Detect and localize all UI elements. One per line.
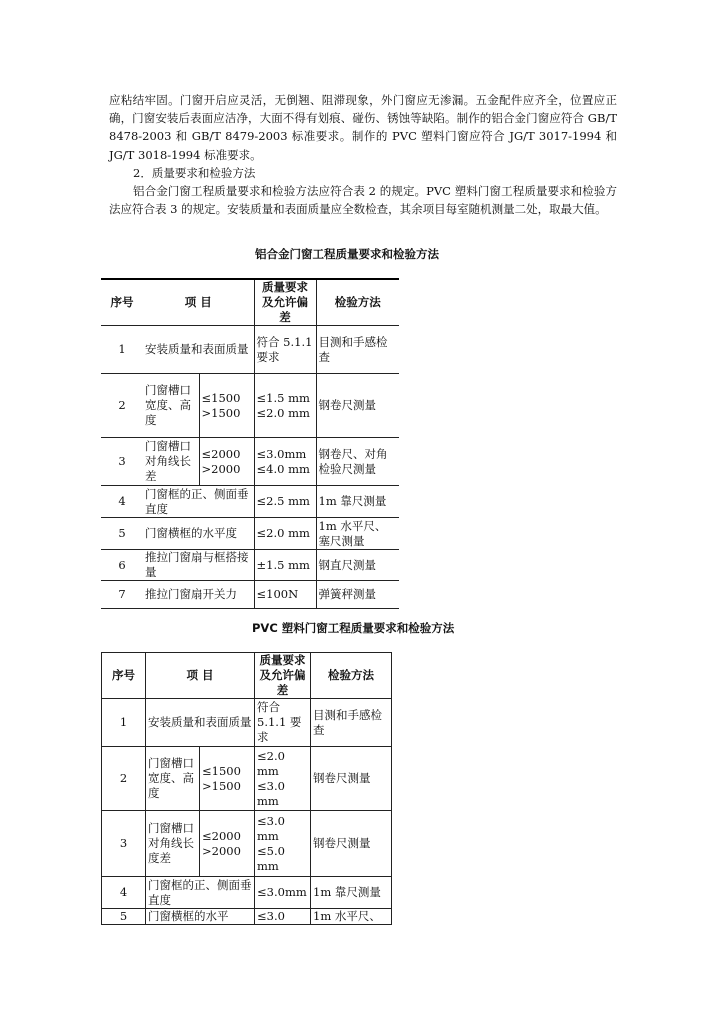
- req-1: ≤2.0 mm: [257, 748, 285, 778]
- row-item: 门窗槽口宽度、高度: [143, 374, 199, 438]
- sub-range-2: >1500: [201, 405, 241, 420]
- row-req: ≤2.0 mm: [254, 518, 316, 550]
- row-req: 符合 5.1.1 要求: [254, 326, 316, 374]
- row-item: 门窗槽口对角线长差: [143, 438, 199, 486]
- row-no: 6: [101, 550, 143, 581]
- sub-range-2: >2000: [202, 843, 241, 858]
- row-item: 门窗框的正、侧面垂直度: [146, 877, 255, 909]
- intro-paragraph: 应粘结牢固。门窗开启应灵活，无倒翘、阻滞现象，外门窗应无渗漏。五金配件应齐全，位置应正确，门窗安装后表面应洁净，大面不得有划痕、碰伤、锈蚀等缺陷。制作的铝合金门窗应符合 GB/T 8478-2003 和 GB/T 8479-2003 标准要求。制作的 PVC 塑料门窗应符合 JG/T 3017-1994 和 JG/T 3018-1994 标准要求。: [109, 93, 617, 162]
- row-req: 符合 5.1.1 要求: [255, 699, 311, 747]
- row-req: ≤2.5 mm: [254, 486, 316, 518]
- row-no: 3: [101, 438, 143, 486]
- col-header-req: 质量要求及允许偏差: [254, 279, 316, 326]
- row-req: ≤3.0: [255, 909, 311, 925]
- row-req: [254, 438, 316, 486]
- col-header-method: 检验方法: [311, 653, 392, 699]
- table-row: [101, 581, 399, 609]
- row-no: 7: [101, 581, 143, 609]
- table1-title: 铝合金门窗工程质量要求和检验方法: [255, 247, 439, 261]
- row-no: 2: [102, 747, 146, 811]
- req-1: ≤3.0 mm: [257, 813, 285, 843]
- table-row: [101, 550, 399, 581]
- row-req: [255, 811, 311, 877]
- table2-title: PVC 塑料门窗工程质量要求和检验方法: [252, 621, 455, 635]
- row-item: 推拉门窗扇开关力: [143, 581, 254, 609]
- table-row: [102, 909, 392, 925]
- table-row: [102, 699, 392, 747]
- aluminum-quality-table: [101, 278, 399, 609]
- row-method: 钢直尺测量: [316, 550, 399, 581]
- row-req: ≤3.0mm: [255, 877, 311, 909]
- row-no: 3: [102, 811, 146, 877]
- row-req: ±1.5 mm: [254, 550, 316, 581]
- row-method: 钢卷尺测量: [311, 747, 392, 811]
- row-req: [255, 747, 311, 811]
- row-item: 门窗框的正、侧面垂直度: [143, 486, 254, 518]
- table-row: [101, 374, 399, 438]
- row-method: 1m 靠尺测量: [311, 877, 392, 909]
- row-method: 目测和手感检查: [316, 326, 399, 374]
- sub-range-1: ≤1500: [202, 763, 241, 778]
- col-header-no: 序号: [101, 279, 143, 326]
- row-sub-range: [199, 374, 254, 438]
- row-no: 2: [101, 374, 143, 438]
- row-method: 目测和手感检查: [311, 699, 392, 747]
- col-header-method: 检验方法: [316, 279, 399, 326]
- row-item: 门窗横框的水平: [146, 909, 255, 925]
- table-row: [101, 326, 399, 374]
- row-req: ≤100N: [254, 581, 316, 609]
- table-row: [101, 486, 399, 518]
- row-item: 安装质量和表面质量: [146, 699, 255, 747]
- req-2: ≤5.0 mm: [257, 843, 285, 873]
- row-no: 1: [101, 326, 143, 374]
- sub-range-2: >2000: [201, 461, 241, 476]
- table-header-row: [101, 279, 399, 326]
- row-item: 门窗槽口对角线长度差: [146, 811, 200, 877]
- row-method: 钢卷尺测量: [316, 374, 399, 438]
- row-no: 1: [102, 699, 146, 747]
- sub-range-1: ≤2000: [201, 446, 241, 461]
- col-header-no: 序号: [102, 653, 146, 699]
- req-1: ≤1.5 mm: [256, 390, 310, 405]
- col-header-item: 项 目: [146, 653, 255, 699]
- table-header-row: [102, 653, 392, 699]
- section-heading: 2．质量要求和检验方法: [133, 166, 256, 180]
- row-no: 4: [101, 486, 143, 518]
- sub-range-1: ≤2000: [202, 828, 241, 843]
- row-no: 4: [102, 877, 146, 909]
- row-method: 钢卷尺、对角检验尺测量: [316, 438, 399, 486]
- method-paragraph: 铝合金门窗工程质量要求和检验方法应符合表 2 的规定。PVC 塑料门窗工程质量要求和检验方法应符合表 3 的规定。安装质量和表面质量应全数检查，其余项目每室随机测量二处，取最大值。: [109, 184, 617, 217]
- row-method: 1m 靠尺测量: [316, 486, 399, 518]
- sub-range-1: ≤1500: [201, 390, 241, 405]
- table-row: [101, 518, 399, 550]
- req-1: ≤3.0mm: [256, 446, 307, 461]
- col-header-item: 项 目: [143, 279, 254, 326]
- row-sub-range: [200, 811, 255, 877]
- table-row: [102, 877, 392, 909]
- row-no: 5: [101, 518, 143, 550]
- req-2: ≤3.0 mm: [257, 778, 285, 808]
- row-sub-range: [199, 438, 254, 486]
- req-2: ≤2.0 mm: [256, 405, 310, 420]
- row-sub-range: [200, 747, 255, 811]
- row-no: 5: [102, 909, 146, 925]
- row-req: [254, 374, 316, 438]
- row-method: 1m 水平尺、塞尺测量: [316, 518, 399, 550]
- table-row: [101, 438, 399, 486]
- row-item: 安装质量和表面质量: [143, 326, 254, 374]
- sub-range-2: >1500: [202, 778, 241, 793]
- table-row: [102, 811, 392, 877]
- row-method: 钢卷尺测量: [311, 811, 392, 877]
- row-item: 门窗槽口 宽度、高度: [146, 747, 200, 811]
- row-item: 推拉门窗扇与框搭接量: [143, 550, 254, 581]
- row-method: 1m 水平尺、: [311, 909, 392, 925]
- table-row: [102, 747, 392, 811]
- req-2: ≤4.0 mm: [256, 461, 310, 476]
- row-item: 门窗横框的水平度: [143, 518, 254, 550]
- col-header-req: 质量要求及允许偏差: [255, 653, 311, 699]
- row-method: 弹簧秤测量: [316, 581, 399, 609]
- pvc-quality-table: [101, 652, 392, 925]
